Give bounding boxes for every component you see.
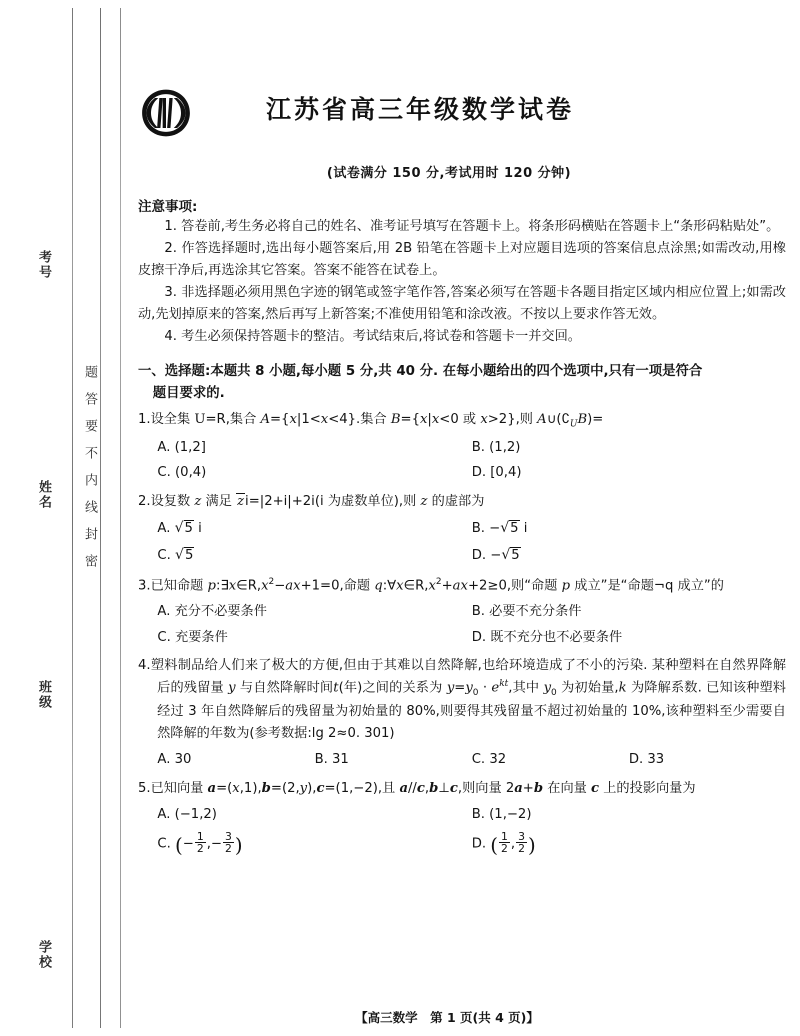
seal-warning-text: 题答要不内线封密 [82, 365, 97, 581]
school-emblem-logo [138, 88, 194, 138]
question-5-options [138, 802, 786, 866]
seal-binding-column [0, 0, 130, 1036]
question-1-options [138, 435, 786, 486]
option-B[interactable]: B. (1,2) [471, 439, 521, 455]
seal-field-school: 学校 [36, 940, 51, 970]
seal-field-exam-number: 考号 [36, 250, 51, 280]
notice-item-4: 4. 考生必须保持答题卡的整洁。考试结束后,将试卷和答题卡一并交回。 [164, 328, 581, 344]
section-label: 一、选择题: [138, 364, 211, 380]
question-2-options [138, 515, 786, 570]
question-4-stem: 4.塑料制品给人们来了极大的方便,但由于其难以自然降解,也给环境造成了不小的污染. 某种塑料在自然界降解后的残留量 y 与自然降解时间t(年)之间的关系为 $y=y_0 \cdot e^{kt}$,其中 $y_0$ 为初始量,k 为降解系数. 已知该种塑料经过 3 年自然降解后的残留量为初始量的 80%,则要得其残留量不超过初始量的 10%,该种塑料至少需要自然降解的年数为(参考数据:lg 2≈0. 301) [138, 658, 787, 742]
question-3-stem: 3.已知命题 $p:\exists x\in R,x^2-ax+1=0$,命题 $q:\forall x\in R,x^2+ax+2\ge 0$,则“命题 p 成立”是“命题¬q 成立”的 [138, 576, 724, 593]
question-3-options [138, 599, 786, 650]
option-A[interactable]: A. 30 [157, 752, 192, 767]
option-C[interactable]: C. 充要条件 [157, 629, 228, 645]
option-B[interactable]: B. (1,−2) [471, 806, 532, 822]
notice-item-2: 2. 作答选择题时,选出每小题答案后,用 2B 铅笔在答题卡上对应题目选项的答案信息点涂黑;如需改动,用橡皮擦干净后,再选涂其它答案。答案不能答在试卷上。 [138, 241, 786, 278]
notice-item-3: 3. 非选择题必须用黑色字迹的钢笔或签字笔作答,答案必须写在答题卡各题目指定区域内相应位置上;如需改动,先划掉原来的答案,然后再写上新答案;不准使用铅笔和涂改液。不按以上要求作答无效。 [138, 285, 786, 322]
question-5 [138, 778, 786, 866]
option-C[interactable]: C. (− $\frac{1}{2}$ ,− $\frac{3}{2}$ ) [157, 829, 243, 858]
exam-content [138, 0, 786, 1036]
option-D[interactable]: D. [0,4) [471, 465, 522, 481]
option-D[interactable]: D. 既不充分也不必要条件 [471, 629, 623, 645]
question-4 [138, 655, 786, 772]
option-B[interactable]: B. −√5 i [471, 520, 528, 537]
paper-header [138, 88, 786, 168]
seal-line-inner [120, 8, 121, 1028]
option-C[interactable]: C. 32 [471, 752, 507, 767]
question-1-number: 1. [138, 412, 151, 428]
notice-heading: 注意事项: [138, 199, 198, 215]
question-5-stem: 5.已知向量 a=(x,1),b=(2,y),c=(1,−2),且 a//c,b⊥c,则向量 2a+b 在向量 c 上的投影向量为 [138, 780, 696, 796]
option-A[interactable]: A. 充分不必要条件 [157, 603, 267, 619]
option-C[interactable]: C. √5 [157, 547, 194, 564]
option-A[interactable]: A. (1,2] [157, 439, 206, 455]
option-B[interactable]: B. 必要不充分条件 [471, 603, 582, 619]
option-D[interactable]: D. ( $\frac{1}{2}$ , $\frac{3}{2}$ ) [471, 829, 536, 858]
question-5-number: 5. [138, 780, 151, 796]
section-heading [138, 361, 786, 404]
option-D[interactable]: D. −√5 [471, 547, 520, 564]
question-2-stem: 2.设复数 z 满足 zi=|2+i|+2i(i 为虚数单位),则 z 的虚部为 [138, 494, 485, 510]
notice-item-1: 1. 答卷前,考生务必将自己的姓名、准考证号填写在答题卡上。将条形码横贴在答题卡上“条形码粘贴处”。 [164, 219, 780, 234]
seal-field-class: 班级 [36, 680, 51, 710]
question-4-number: 4. [138, 658, 151, 674]
seal-line-outer [72, 8, 73, 1028]
question-1 [138, 409, 786, 486]
seal-line-middle [100, 8, 101, 1028]
option-C[interactable]: C. (0,4) [157, 465, 207, 481]
question-2-number: 2. [138, 494, 151, 510]
exam-subtitle: (试卷满分 150 分,考试用时 120 分钟) [326, 166, 572, 181]
question-3 [138, 575, 786, 651]
option-D[interactable]: D. 33 [628, 752, 665, 767]
option-A[interactable]: A. (−1,2) [157, 806, 217, 822]
section-desc-cont: 题目要求的. [152, 385, 225, 401]
seal-field-student-name: 姓名 [36, 480, 51, 510]
page-footer: 【高三数学 第 1 页(共 4 页)】 [355, 1010, 539, 1025]
page-title: 江苏省高三年级数学试卷 [266, 95, 575, 124]
question-1-stem: 1.设全集 U=R,集合 A={x|1<x<4}.集合 B={x|x<0 或 x>2},则 $A\cup(∁_UB)=$ [138, 412, 604, 430]
option-B[interactable]: B. 31 [314, 752, 349, 767]
section-desc: 本题共 8 小题,每小题 5 分,共 40 分. 在每小题给出的四个选项中,只有一项是符合 [210, 364, 703, 380]
option-A[interactable]: A. √5 i [157, 520, 202, 537]
question-4-options [138, 747, 786, 773]
question-3-number: 3. [138, 578, 151, 593]
question-2 [138, 491, 786, 570]
